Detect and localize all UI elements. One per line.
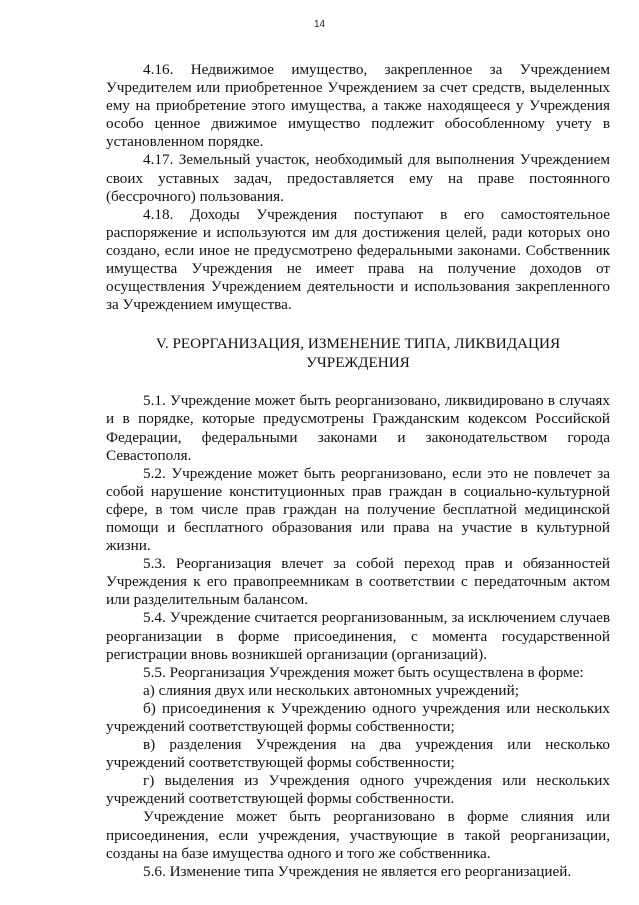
paragraph-4-17: 4.17. Земельный участок, необходимый для выполнения Учреждением своих уставных задач, предоставляется ему на праве постоянного (бессрочного) пользования.: [106, 151, 610, 205]
section-title: V. РЕОРГАНИЗАЦИЯ, ИЗМЕНЕНИЕ ТИПА, ЛИКВИДАЦИЯ УЧРЕЖДЕНИЯ: [155, 335, 561, 371]
paragraph-4-18: 4.18. Доходы Учреждения поступают в его самостоятельное распоряжение и используются им для достижения целей, ради которых оно создано, если иное не предусмотрено федеральными законами. Собственник имущества Учреждения не имеет права на получение доходов от осуществления Учреждением деятельности и использования закрепленного за Учреждением имущества.: [106, 205, 610, 314]
paragraph-5-2: 5.2. Учреждение может быть реорганизовано, если это не повлечет за собой нарушение конституционных прав граждан в социально-культурной сфере, в том числе прав граждан на получение бесплатной медицинской помощи и бесплатного образования или права на участие в культурной жизни.: [106, 464, 610, 555]
list-item-a: а) слияния двух или нескольких автономных учреждений;: [143, 681, 519, 699]
list-item-g: г) выделения из Учреждения одного учреждения или нескольких учреждений соответствующей формы собственности.: [106, 772, 610, 808]
list-item-b: б) присоединения к Учреждению одного учреждения или нескольких учреждений соответствующей формы собственности;: [106, 699, 610, 735]
paragraph-4-16: 4.16. Недвижимое имущество, закрепленное за Учреждением Учредителем или приобретенное Учреждением за счет средств, выделенных ему на приобретение этого имущества, а также находящееся у Учреждения особо ценное движимое имущество подлежит обособленному учету в установленном порядке.: [106, 61, 610, 151]
paragraph-5-4: 5.4. Учреждение считается реорганизованным, за исключением случаев реорганизации в форме присоединения, с момента государственной регистрации вновь возникшей организации (организаций).: [106, 609, 610, 663]
paragraph-5-3: 5.3. Реорганизация влечет за собой переход прав и обязанностей Учреждения к его правопреемникам в соответствии с передаточным актом или разделительным балансом.: [106, 555, 610, 609]
page-number: 14: [313, 19, 326, 30]
paragraph-5-1: 5.1. Учреждение может быть реорганизовано, ликвидировано в случаях и в порядке, которые предусмотрены Гражданским кодексом Российской Федерации, федеральными законами и законодательством города Севастополя.: [106, 392, 610, 464]
paragraph-reorg-note: Учреждение может быть реорганизовано в форме слияния или присоединения, если учреждения, участвующие в такой реорганизации, созданы на базе имущества одного и того же собственника.: [106, 808, 610, 862]
document-body: [106, 61, 610, 881]
list-item-v: в) разделения Учреждения на два учреждения или несколько учреждений соответствующей формы собственности;: [106, 736, 610, 772]
paragraph-5-5: 5.5. Реорганизация Учреждения может быть осуществлена в форме:: [143, 663, 584, 681]
paragraph-5-6: 5.6. Изменение типа Учреждения не является его реорганизацией.: [143, 862, 572, 880]
